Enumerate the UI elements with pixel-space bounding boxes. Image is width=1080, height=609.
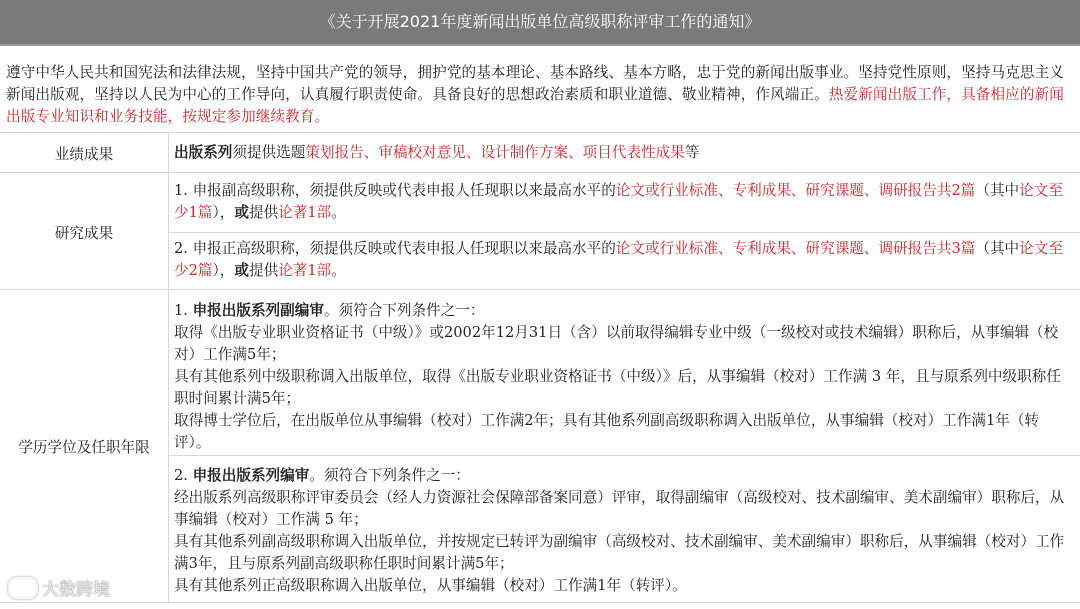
achievements-highlight: 策划报告、审稿校对意见、设计制作方案、项目代表性成果 [305,144,685,161]
research-item-2-highlight-2: 论文至少2篇 [174,240,1063,279]
qualification-block-2-heading [174,465,1074,487]
research-item-1-text: 1. 申报副高级职称，须提供反映或代表申报人任现职以来最高水平的 [174,182,616,199]
research-item-2-text: 2. 申报正高级职称，须提供反映或代表申报人任现职以来最高水平的 [174,240,616,257]
achievements-content [174,142,1074,164]
row-label-achievements: 业绩成果 [54,146,114,163]
qualification-block-1-intro: 。须符合下列条件之一： [323,302,485,319]
row-label-qualifications: 学历学位及任职年限 [18,439,150,456]
page-title: 《关于开展2021年度新闻出版单位高级职称评审工作的通知》 [0,0,1080,46]
research-item-1-highlight: 论文或行业标准、专利成果、研究课题、调研报告共2篇 [615,182,976,199]
intro-highlight: 热爱新闻出版工作，具备相应的新闻出版专业知识和业务技能，按规定参加继续教育。 [6,86,1064,125]
divider [168,455,1080,456]
qualification-condition: 具有其他系列正高级职称调入出版单位，从事编辑（校对）工作满1年（转评）。 [174,577,687,594]
qualification-block-2-intro: 。须符合下列条件之一： [309,467,470,484]
achievements-text: 须提供选题 [232,144,306,161]
intro-paragraph [6,62,1076,128]
research-item-2 [174,238,1074,282]
research-item-1-end: 。 [331,204,346,221]
research-item-2-text-4: 提供 [248,262,279,279]
table-bottom [0,602,1080,603]
qualification-condition: 经出版系列高级职称评审委员会（经人力资源社会保障部备案同意）评审，取得副编审（高级校对、技术副编审、美术副编审）职称后，从事编辑（校对）工作满 5 年； [174,489,1065,528]
research-item-1-highlight-3: 论著1部 [278,204,332,221]
row-label-research: 研究成果 [54,225,114,242]
divider [0,172,1080,173]
research-item-1-text-2: （其中 [975,182,1020,199]
qualification-condition: 具有其他系列中级职称调入出版单位，取得《出版专业职业资格证书（中级）》后，从事编辑（校对）工作满 3 年，且与原系列中级职称任职时间累计满5年； [174,368,1061,407]
watermark-text: 大数跨境 [42,580,110,600]
intro-text: 遵守中华人民共和国宪法和法律法规，坚持中国共产党的领导，拥护党的基本理论、基本路线、基本方略，忠于党的新闻出版事业。坚持党性原则，坚持马克思主义新闻出版观，坚持以人民为中心的工作导向，认真履行职责使命。具备良好的思想政治素质和职业道德、敬业精神，作风端正。 [6,64,1064,103]
research-item-2-or: 或 [234,262,249,279]
qualification-block-1-title: 申报出版系列副编审 [192,302,324,319]
watermark-logo-icon [8,577,38,599]
qualification-block-2 [174,465,1074,597]
qualification-condition: 具有其他系列副高级职称调入出版单位，并按规定已转评为副编审（高级校对、技术副编审、美术副编审）职称后，从事编辑（校对）工作满3年，且与原系列副高级职称任职时间累计满5年； [174,533,1065,572]
research-item-2-highlight: 论文或行业标准、专利成果、研究课题、调研报告共3篇 [615,240,976,257]
qualification-condition: 取得博士学位后，在出版单位从事编辑（校对）工作满2年；具有其他系列副高级职称调入出版单位，从事编辑（校对）工作满1年（转评）。 [174,412,1040,451]
research-item-1-or: 或 [234,204,249,221]
qualification-block-1-number: 1. [174,302,193,319]
qualification-block-2-number: 2. [174,467,193,484]
divider [0,289,1080,290]
research-item-1 [174,180,1074,224]
research-item-1-highlight-2: 论文至少1篇 [174,182,1063,221]
qualification-condition: 取得《出版专业职业资格证书（中级）》或2002年12月31日（含）以前取得编辑专业中级（一级校对或技术编辑）职称后，从事编辑（校对）工作满5年； [174,324,1059,363]
research-item-2-end: 。 [331,262,346,279]
divider [168,232,1080,233]
research-item-2-text-2: （其中 [975,240,1020,257]
divider [0,132,1080,133]
achievements-tail: 等 [684,144,700,161]
qualification-block-2-title: 申报出版系列编审 [192,467,310,484]
research-item-1-text-3: ）， [212,204,235,221]
achievements-series: 出版系列 [174,144,233,161]
research-item-2-highlight-3: 论著1部 [278,262,332,279]
research-item-2-text-3: ）， [212,262,235,279]
watermark [8,575,110,600]
research-item-1-text-4: 提供 [248,204,279,221]
qualification-block-1-heading [174,300,1074,322]
qualification-block-1 [174,300,1074,454]
column-divider [168,132,169,602]
